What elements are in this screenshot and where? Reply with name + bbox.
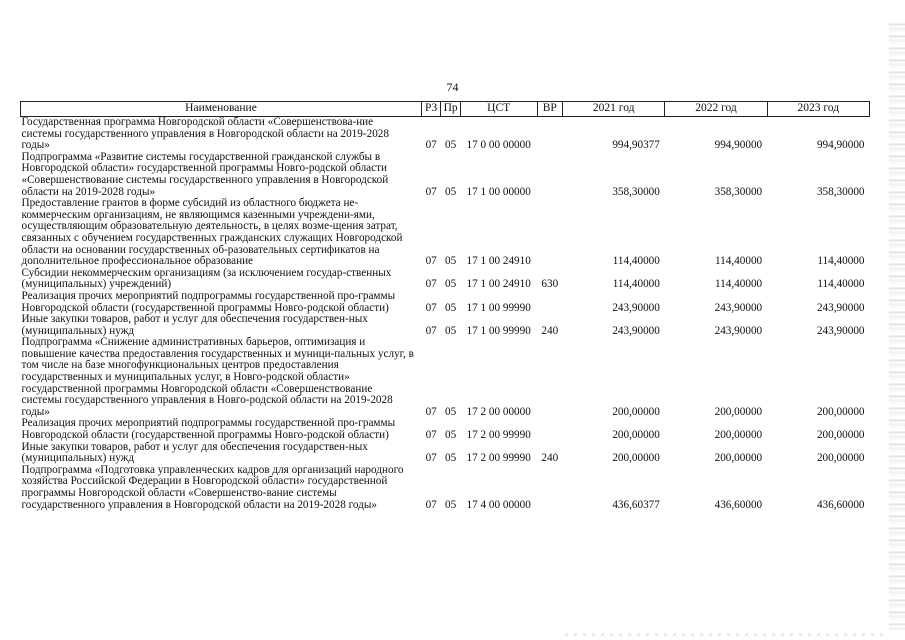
cell-cst: 17 2 00 99990: [466, 452, 531, 465]
table-row: [21, 418, 870, 441]
cell-vr: [537, 291, 563, 314]
cell-2021: 994,90377: [612, 139, 660, 152]
cell-pr: 05: [445, 301, 457, 314]
cell-2022: 114,40000: [715, 278, 763, 291]
table-row: [21, 465, 870, 511]
cell-cst: 17 4 00 00000: [466, 498, 531, 511]
scan-bottom-artifact: [560, 633, 885, 636]
cell-pr: 05: [445, 185, 457, 198]
cell-rz: 07: [425, 452, 437, 465]
cell-2023: 114,40000: [817, 255, 865, 268]
cell-2022: 358,30000: [714, 185, 763, 198]
cell-name: Субсидии некоммерческим организациям (за исключением государ-ственных (муниципальных) учреждений): [21, 266, 392, 291]
header-vr: ВР: [537, 102, 563, 117]
header-2023: 2023 год: [767, 102, 869, 117]
table-row: [21, 314, 870, 337]
cell-2021: 200,00000: [612, 452, 660, 465]
table-header: [21, 102, 870, 117]
cell-name: Государственная программа Новгородской области «Совершенствова-ние системы государственного управления в Новгородской области на 2019-2028 годы»: [21, 116, 389, 152]
cell-name: Подпрограмма «Развитие системы государственной гражданской службы в Новгородской области» государственной программы Новго-родской области «Совершенствование системы государственного управления в Новгородской области на 2019-2028 годы»: [21, 150, 389, 198]
cell-cst: 17 1 00 99990: [466, 301, 531, 314]
cell-2023: 114,40000: [817, 278, 865, 291]
table-row: [21, 268, 870, 291]
cell-2023: 200,00000: [816, 452, 865, 465]
cell-name: Реализация прочих мероприятий подпрограммы государственной про-граммы Новгородской области (государственной программы Новго-родской области): [21, 289, 396, 314]
cell-cst: 17 0 00 00000: [466, 139, 531, 152]
scan-edge-artifact: [889, 20, 905, 630]
cell-2021: 200,00000: [612, 429, 660, 442]
cell-name: Предоставление грантов в форме субсидий из областного бюджета не-коммерческим организациям, не являющимся казенными учреждени-ями, осуществляющим образовательную деятельность, в целях возме-щения затрат, связанных с обучением государственных гражданских служащих Новгородской области на основании государственных об-разовательных сертификатов на дополнительное профессиональное образование: [21, 197, 403, 268]
cell-vr: [537, 465, 563, 511]
header-row: [21, 102, 870, 117]
cell-pr: 05: [445, 498, 457, 511]
cell-2023: 243,90000: [816, 324, 865, 337]
cell-rz: 07: [425, 301, 437, 314]
table-row: [21, 152, 870, 198]
cell-vr: [537, 337, 563, 418]
header-2021: 2021 год: [563, 102, 665, 117]
cell-2022: 243,90000: [714, 301, 763, 314]
cell-2021: 114,40000: [612, 255, 660, 268]
cell-2023: 200,00000: [816, 429, 865, 442]
table-row: [21, 117, 870, 152]
header-pr: Пр: [441, 102, 460, 117]
cell-vr: [537, 418, 563, 441]
cell-vr: 240: [541, 324, 559, 337]
cell-2022: 200,00000: [714, 405, 763, 418]
cell-pr: 05: [445, 278, 457, 291]
cell-rz: 07: [425, 278, 437, 291]
table-row: [21, 337, 870, 418]
cell-name: Реализация прочих мероприятий подпрограммы государственной про-граммы Новгородской области (государственной программы Новго-родской области): [21, 417, 396, 442]
cell-rz: 07: [425, 405, 437, 418]
cell-2023: 243,90000: [816, 301, 865, 314]
cell-cst: 17 2 00 00000: [466, 405, 531, 418]
cell-2021: 436,60377: [612, 498, 660, 511]
cell-rz: 07: [425, 139, 437, 152]
cell-cst: 17 1 00 24910: [466, 278, 531, 291]
cell-pr: 05: [445, 452, 457, 465]
header-2022: 2022 год: [665, 102, 767, 117]
cell-name: Иные закупки товаров, работ и услуг для обеспечения государствен-ных (муниципальных) нужд: [21, 440, 368, 465]
cell-pr: 05: [445, 324, 457, 337]
cell-pr: 05: [445, 255, 457, 268]
cell-2021: 243,90000: [612, 324, 660, 337]
cell-2022: 200,00000: [714, 452, 763, 465]
cell-cst: 17 1 00 00000: [466, 185, 531, 198]
cell-2022: 200,00000: [714, 429, 763, 442]
cell-2021: 114,40000: [612, 278, 660, 291]
header-name: Наименование: [21, 102, 422, 117]
cell-vr: 240: [541, 452, 559, 465]
cell-pr: 05: [445, 429, 457, 442]
cell-cst: 17 1 00 24910: [466, 255, 531, 268]
cell-vr: [537, 117, 563, 152]
cell-2021: 243,90000: [612, 301, 660, 314]
cell-name: Подпрограмма «Подготовка управленческих кадров для организаций народного хозяйства Российской Федерации в Новгородской области» государственной программы Новгородской области «Совершенство-вание системы государственного управления в Новгородской области на 2019-2028 годы»: [21, 463, 404, 511]
cell-2021: 200,00000: [612, 405, 660, 418]
budget-table: [20, 101, 870, 511]
cell-pr: 05: [445, 139, 457, 152]
cell-2023: 200,00000: [816, 405, 865, 418]
cell-rz: 07: [425, 498, 437, 511]
cell-rz: 07: [425, 429, 437, 442]
table-row: [21, 291, 870, 314]
cell-cst: 17 1 00 99990: [466, 324, 531, 337]
table-row: [21, 442, 870, 465]
cell-2023: 358,30000: [816, 185, 865, 198]
cell-2022: 243,90000: [714, 324, 763, 337]
cell-cst: 17 2 00 99990: [466, 429, 531, 442]
cell-2021: 358,30000: [612, 185, 660, 198]
cell-2022: 994,90000: [714, 139, 763, 152]
table-row: [21, 198, 870, 268]
cell-name: Подпрограмма «Снижение административных барьеров, оптимизация и повышение качества предоставления государственных и муници-пальных услуг, в том числе на базе многофункциональных центров предоставления государственных и муниципальных услуг, в Новго-родской области» государственной программы Новгородской области «Совершенствование системы государственного управления в Новго-родской области на 2019-2028 годы»: [21, 336, 414, 418]
cell-pr: 05: [445, 405, 457, 418]
cell-vr: [537, 198, 563, 268]
cell-rz: 07: [425, 255, 437, 268]
cell-2023: 436,60000: [816, 498, 865, 511]
cell-2022: 436,60000: [714, 498, 763, 511]
cell-rz: 07: [425, 324, 437, 337]
header-cst: ЦСТ: [460, 102, 537, 117]
page-number: 74: [446, 80, 459, 94]
cell-name: Иные закупки товаров, работ и услуг для обеспечения государствен-ных (муниципальных) нужд: [21, 313, 368, 337]
header-rz: РЗ: [421, 102, 440, 117]
cell-vr: [537, 152, 563, 198]
cell-rz: 07: [425, 185, 437, 198]
table-body: [21, 117, 870, 512]
cell-2022: 114,40000: [715, 255, 763, 268]
cell-2023: 994,90000: [816, 139, 865, 152]
cell-vr: 630: [541, 278, 559, 291]
